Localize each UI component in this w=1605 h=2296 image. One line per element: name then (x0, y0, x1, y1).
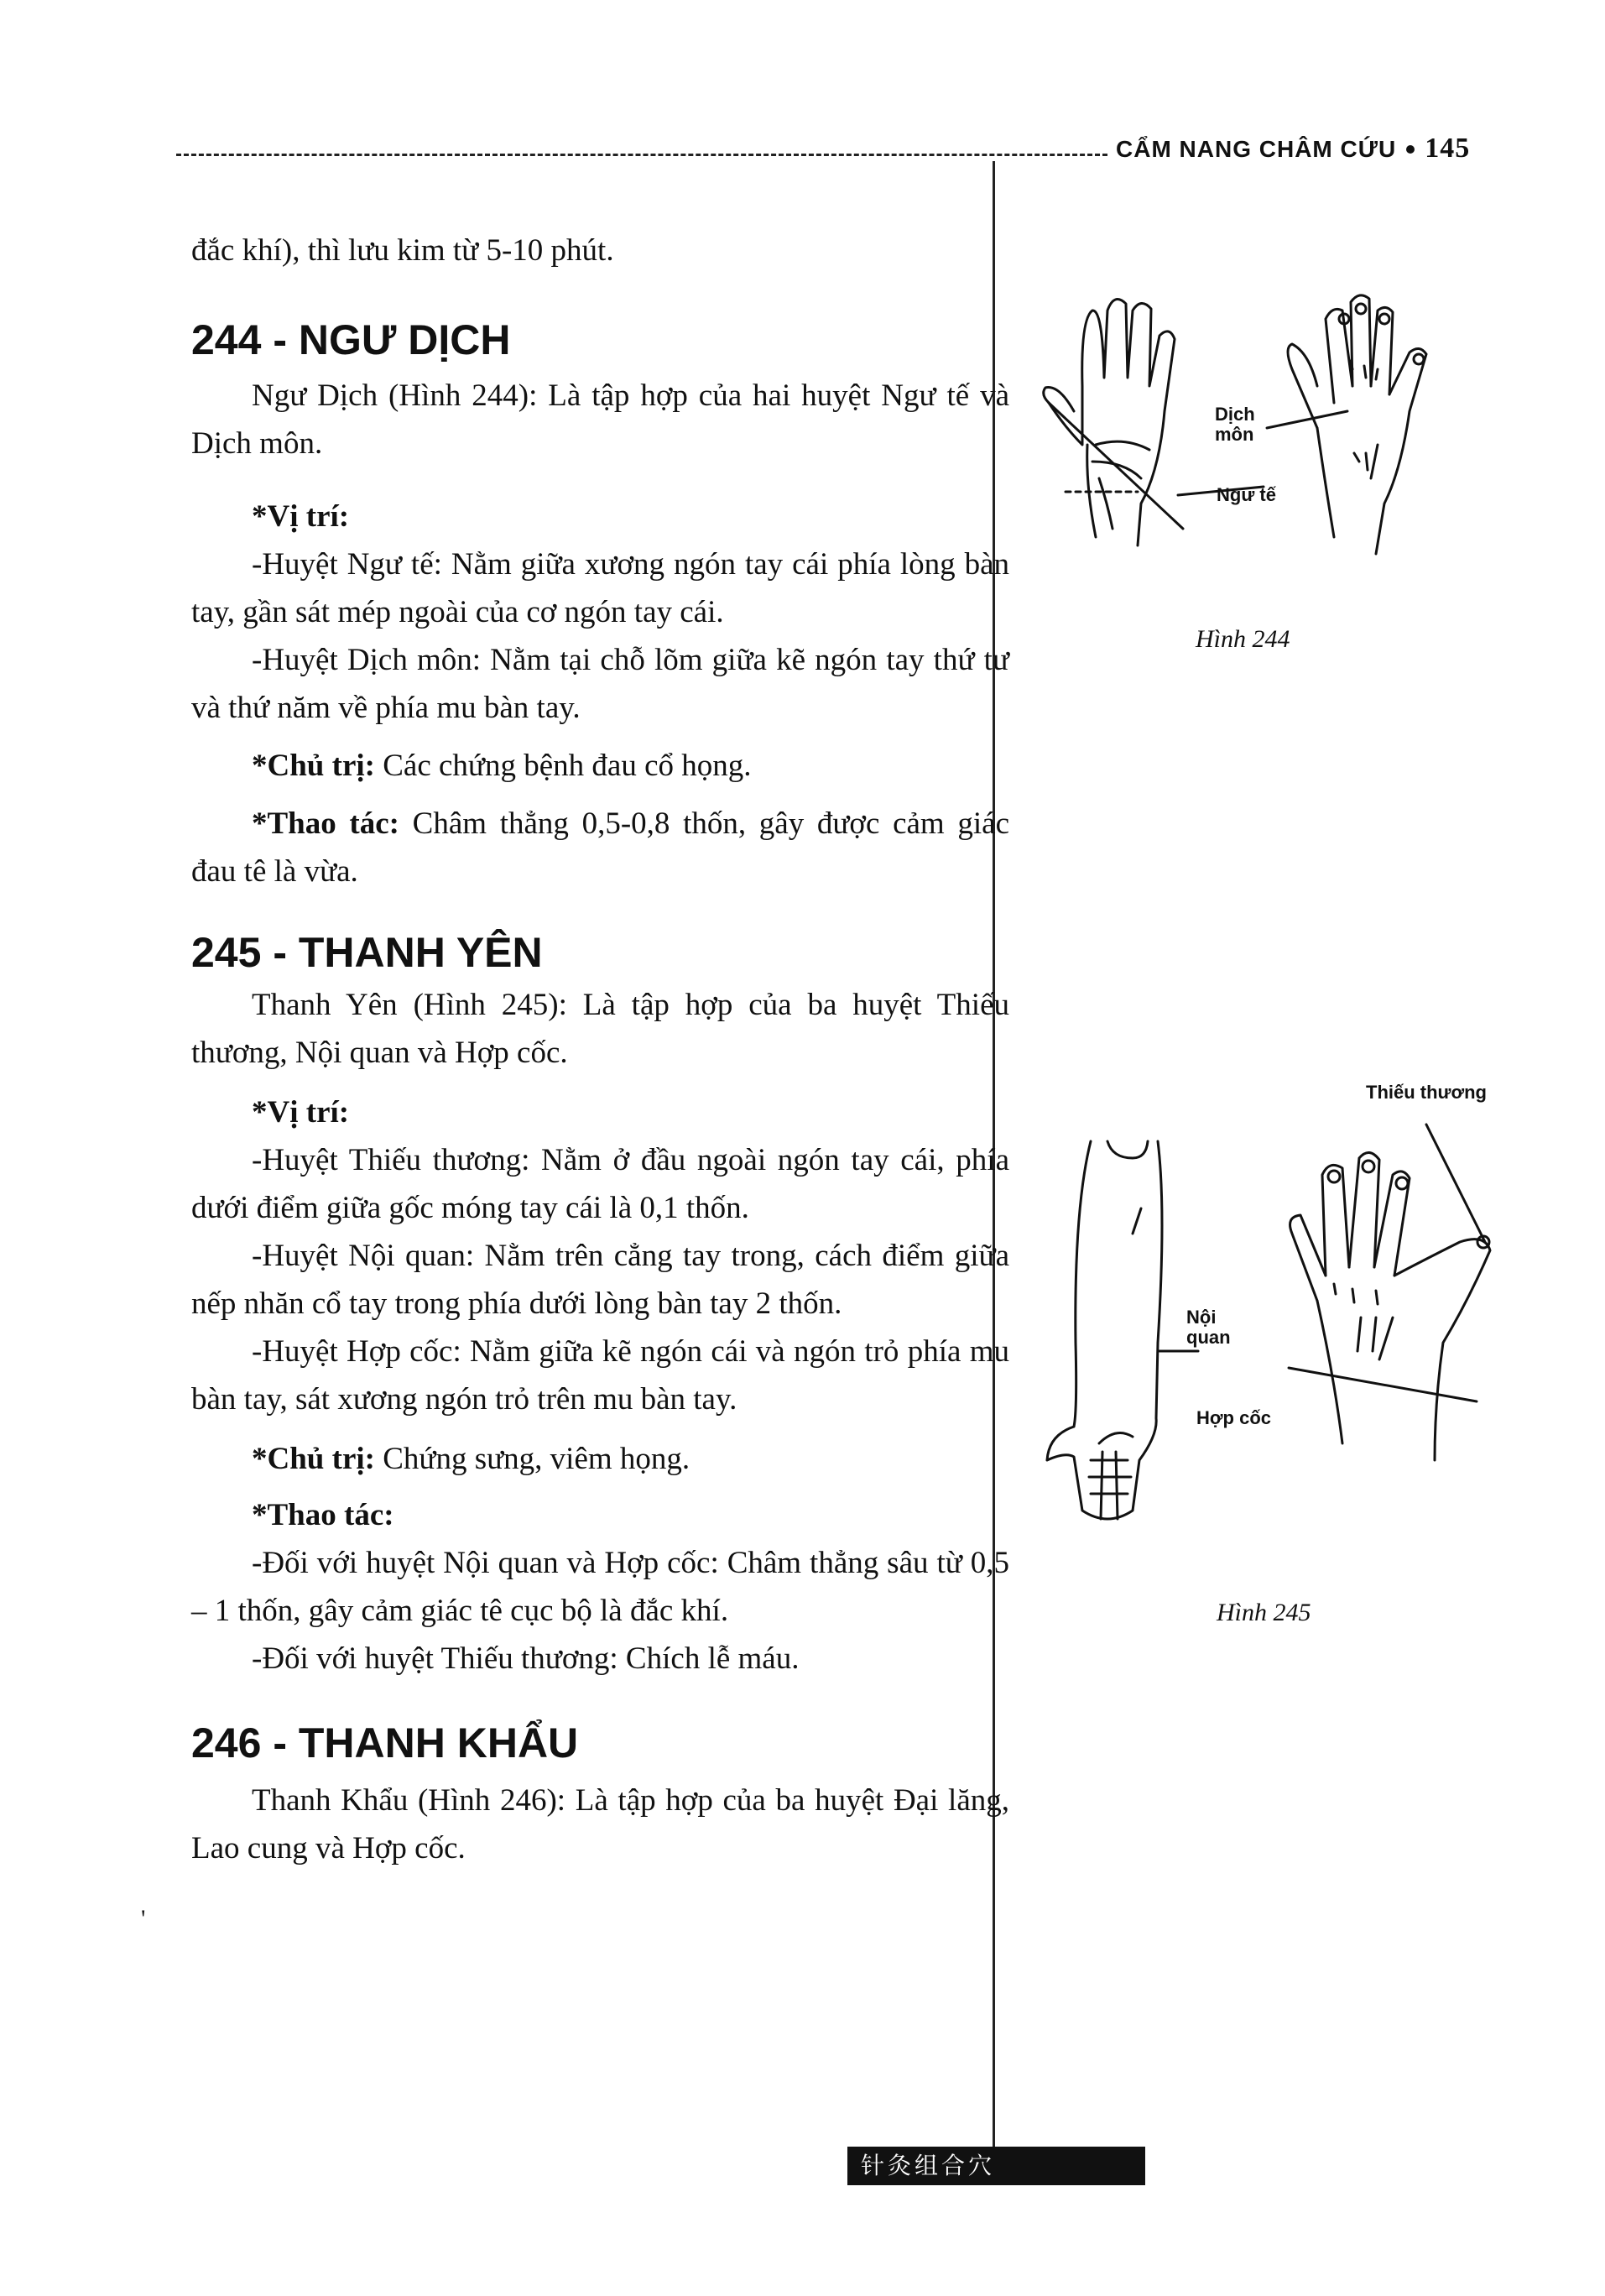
technique-245-2: -Đối với huyệt Thiếu thương: Chích lễ máu. (252, 1641, 800, 1676)
figure-245-illustration (1040, 1108, 1527, 1544)
bullet-icon (1406, 145, 1415, 154)
indication-245 (191, 1435, 1009, 1483)
indication-text-245: Chứng sưng, viêm họng. (383, 1442, 690, 1476)
figure-244-caption: Hình 244 (1196, 625, 1290, 653)
desc-244: Ngư Dịch (Hình 244): Là tập hợp của hai huyệt Ngư tế và Dịch môn. (191, 378, 1009, 461)
technique-text-244: Châm thẳng 0,5-0,8 thốn, gây được cảm giác đau tê là vừa. (191, 806, 1009, 889)
point-245-2: -Huyệt Nội quan: Nằm trên cẳng tay trong, cách điểm giữa nếp nhăn cổ tay trong phía dưới lòng bàn tay 2 thốn. (191, 1239, 1009, 1321)
location-label-244: *Vị trí: (252, 499, 350, 534)
technique-label-245: *Thao tác: (252, 1498, 394, 1532)
header-rule (176, 154, 1107, 156)
desc-245: Thanh Yên (Hình 245): Là tập hợp của ba huyệt Thiếu thương, Nội quan và Hợp cốc. (191, 988, 1009, 1070)
label-thieu-thuong: Thiếu thương (1366, 1082, 1487, 1103)
indication-244 (191, 742, 1009, 790)
page-number: 145 (1425, 133, 1471, 164)
heading-246: 246 - THANH KHẨU (191, 1719, 579, 1766)
technique-244 (191, 800, 1009, 895)
indication-label-244: *Chủ trị: (252, 749, 375, 783)
label-hop-coc: Hợp cốc (1196, 1407, 1271, 1428)
point-245-1: -Huyệt Thiếu thương: Nằm ở đầu ngoài ngón tay cái, phía dưới điểm giữa gốc móng tay cái là 0,1 thốn. (191, 1143, 1009, 1225)
book-title: CẨM NANG CHÂM CỨU (1116, 136, 1397, 162)
desc-246: Thanh Khẩu (Hình 246): Là tập hợp của ba huyệt Đại lăng, Lao cung và Hợp cốc. (191, 1783, 1009, 1866)
heading-244: 244 - NGƯ DỊCH (191, 316, 511, 363)
margin-mark: ' (141, 1905, 146, 1933)
technique-245-1: -Đối với huyệt Nội quan và Hợp cốc: Châm thẳng sâu từ 0,5 – 1 thốn, gây cảm giác tê cục bộ là đắc khí. (191, 1546, 1009, 1628)
point-244-2: -Huyệt Dịch môn: Nằm tại chỗ lõm giữa kẽ ngón tay thứ tư và thứ năm về phía mu bàn tay. (191, 643, 1009, 725)
point-245-3: -Huyệt Hợp cốc: Nằm giữa kẽ ngón cái và ngón trỏ phía mu bàn tay, sát xương ngón trỏ trên mu bàn tay. (191, 1334, 1009, 1417)
footer-stamp: 针灸组合穴 (847, 2147, 1145, 2185)
continuation-text: đắc khí), thì lưu kim từ 5-10 phút. (191, 233, 614, 268)
technique-label-244: *Thao tác: (252, 806, 399, 841)
main-column (191, 227, 1009, 1872)
label-ngu-te: Ngư tế (1217, 484, 1276, 505)
label-dich-mon: Dịch môn (1215, 404, 1255, 445)
running-header (1116, 133, 1470, 164)
indication-label-245: *Chủ trị: (252, 1442, 375, 1476)
indication-text-244: Các chứng bệnh đau cổ họng. (383, 749, 752, 783)
point-244-1: -Huyệt Ngư tế: Nằm giữa xương ngón tay cái phía lòng bàn tay, gần sát mép ngoài của cơ ngón tay cái. (191, 547, 1009, 629)
figure-245-caption: Hình 245 (1217, 1599, 1311, 1626)
label-noi-quan: Nội quan (1186, 1307, 1231, 1348)
location-label-245: *Vị trí: (252, 1095, 350, 1130)
heading-245: 245 - THANH YÊN (191, 929, 543, 976)
